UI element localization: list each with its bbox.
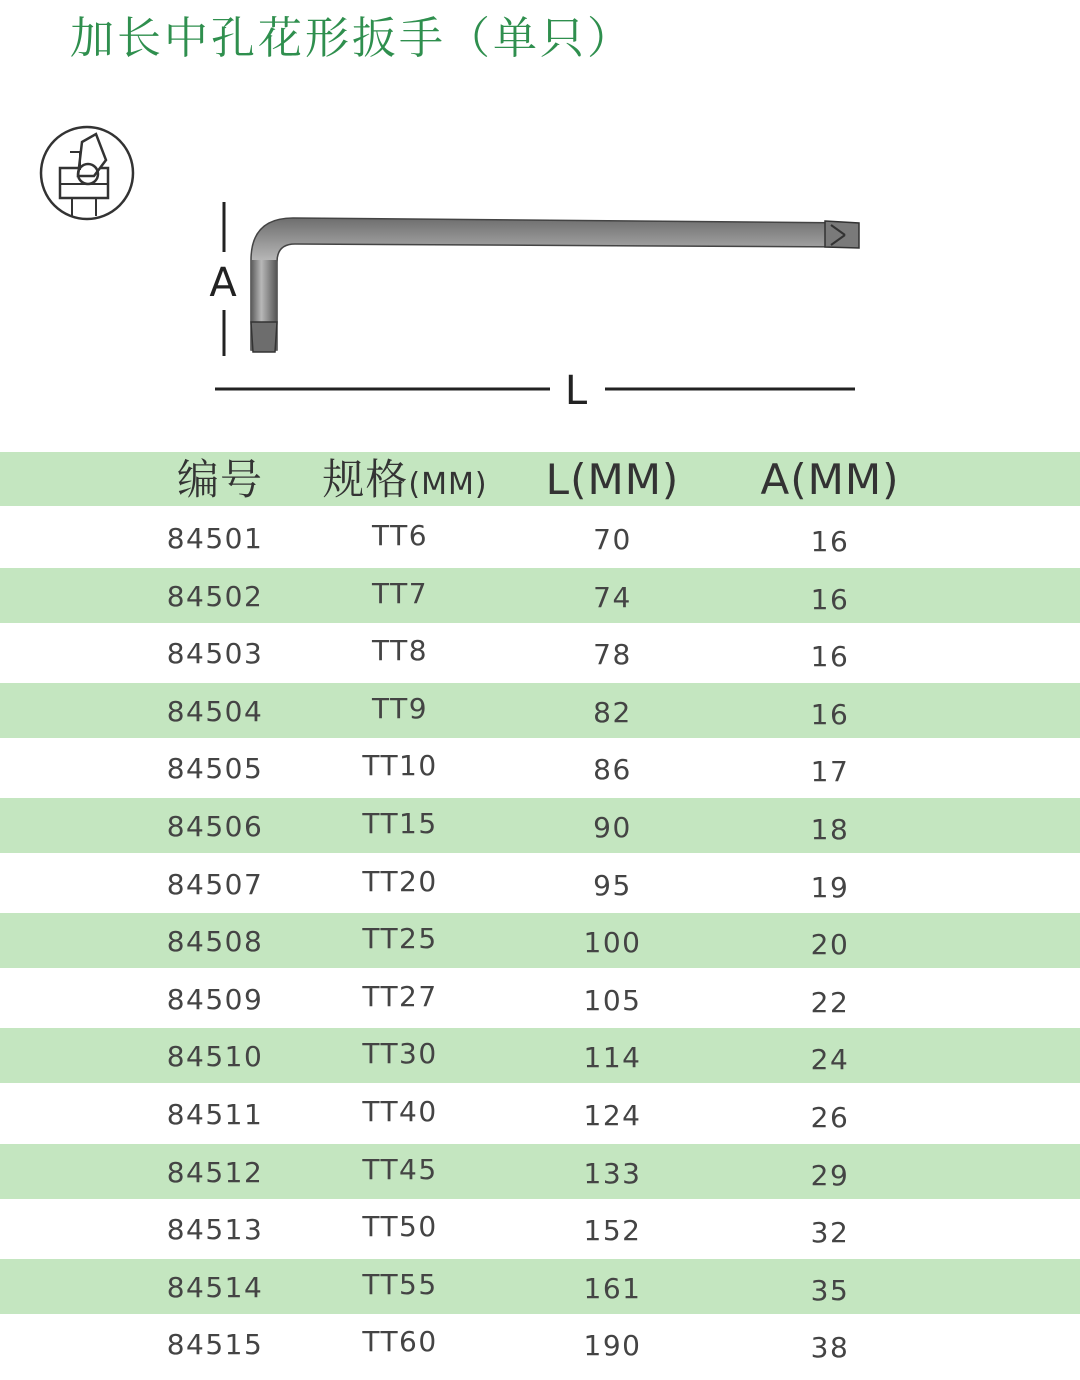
cell-length: 74: [593, 580, 632, 614]
cell-length: 152: [583, 1214, 642, 1248]
cell-length: 90: [593, 811, 632, 844]
cell-code: 84506: [166, 810, 264, 843]
header-code: 编号: [176, 455, 263, 504]
cell-spec: TT50: [362, 1210, 438, 1244]
cell-code: 84505: [166, 752, 264, 786]
cell-a: 16: [810, 582, 850, 616]
cell-a: 35: [810, 1273, 850, 1307]
cell-length: 86: [593, 753, 632, 787]
table-row: [0, 1086, 1080, 1141]
cell-spec: TT45: [362, 1152, 438, 1186]
page-title: 加长中孔花形扳手（单只）: [70, 13, 634, 64]
table-row: [0, 1316, 1080, 1371]
table-row: [0, 1028, 1080, 1083]
cell-length: 100: [583, 926, 642, 960]
cell-code: 84511: [166, 1098, 264, 1131]
table-row: [0, 625, 1080, 680]
cell-length: 95: [593, 868, 632, 902]
header-spec-unit: (MM): [408, 467, 488, 502]
cell-spec: TT20: [362, 864, 438, 898]
cell-spec: TT6: [371, 519, 429, 552]
cell-spec: TT8: [371, 634, 429, 668]
cell-spec: TT27: [362, 979, 438, 1013]
cell-length: 70: [593, 523, 632, 556]
cell-a: 18: [810, 813, 850, 846]
cell-spec: TT7: [371, 576, 429, 610]
cell-length: 124: [583, 1099, 642, 1132]
table-row: [0, 1201, 1080, 1256]
cell-a: 16: [810, 640, 850, 674]
cell-length: 161: [583, 1271, 642, 1305]
cell-length: 190: [583, 1329, 642, 1363]
cell-a: 22: [810, 985, 850, 1019]
cell-code: 84502: [166, 579, 264, 613]
cell-code: 84504: [166, 694, 264, 728]
cell-a: 20: [810, 928, 850, 962]
cell-code: 84503: [166, 637, 264, 671]
dimension-l-label: L: [564, 368, 588, 414]
table-row: [0, 740, 1080, 795]
cell-length: 114: [583, 1041, 642, 1075]
cell-spec: TT15: [362, 807, 438, 840]
cell-code: 84513: [166, 1213, 264, 1247]
dimension-a-label: A: [209, 260, 237, 306]
table-row: [0, 856, 1080, 911]
cell-spec: TT60: [362, 1325, 438, 1359]
cell-length: 133: [583, 1156, 642, 1190]
table-row: [0, 568, 1080, 623]
cell-spec: TT10: [362, 749, 438, 783]
cell-spec: TT30: [362, 1037, 438, 1071]
cell-code: 84508: [166, 925, 264, 959]
table-row: [0, 510, 1080, 565]
cell-spec: TT40: [362, 1095, 438, 1128]
table-row: [0, 913, 1080, 968]
cell-a: 32: [810, 1216, 850, 1250]
cell-a: 16: [810, 525, 850, 558]
cell-spec: TT25: [362, 922, 438, 956]
cell-length: 82: [593, 695, 632, 729]
cell-a: 26: [810, 1101, 850, 1134]
cell-code: 84501: [166, 522, 264, 555]
cell-length: 105: [583, 983, 642, 1017]
cell-code: 84512: [166, 1155, 264, 1189]
header-length: L(MM): [545, 455, 680, 504]
header-spec: [310, 453, 500, 507]
cell-a: 17: [810, 755, 850, 789]
table-row: [0, 971, 1080, 1026]
cell-code: 84510: [166, 1040, 264, 1074]
table-row: [0, 683, 1080, 738]
l-wrench-diagram: [195, 190, 875, 415]
cell-code: 84509: [166, 982, 264, 1016]
header-spec-label: 规格: [322, 455, 409, 504]
cell-a: 29: [810, 1158, 850, 1192]
table-row: [0, 1144, 1080, 1199]
cell-a: 19: [810, 870, 850, 904]
cell-code: 84515: [166, 1328, 264, 1362]
cell-spec: TT55: [362, 1267, 438, 1301]
cell-spec: TT9: [371, 691, 429, 725]
cell-code: 84514: [166, 1270, 264, 1304]
cell-a: 24: [810, 1043, 850, 1077]
cell-a: 38: [810, 1331, 850, 1365]
table-row: [0, 1259, 1080, 1314]
table-row: [0, 798, 1080, 853]
cell-length: 78: [593, 638, 632, 672]
tamper-torx-badge-icon: [38, 124, 136, 222]
cell-code: 84507: [166, 867, 264, 901]
header-a: A(MM): [760, 455, 900, 504]
cell-a: 16: [810, 697, 850, 731]
